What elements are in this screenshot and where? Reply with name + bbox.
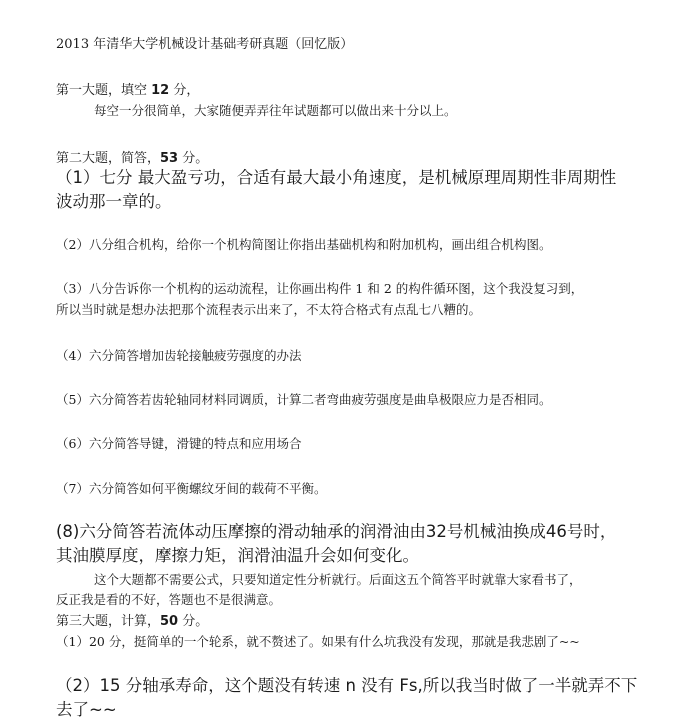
section-3-suffix: 分。 xyxy=(178,614,209,629)
section-3-prefix: 第三大题，计算， xyxy=(56,614,161,629)
section-1-heading xyxy=(56,79,199,98)
section-1-suffix: 分， xyxy=(169,83,200,98)
question-2: （2）八分组合机构，给你一个机构简图让你指出基础机构和附加机构，画出组合机构图。 xyxy=(56,237,552,252)
calc-1: （1）20 分，挺简单的一个轮系，就不赘述了。如果有什么坑我没有发现，那就是我悲剧了~~ xyxy=(56,634,580,649)
note-line-1: 这个大题都不需要公式，只要知道定性分析就行。后面这五个简答平时就靠大家看书了， xyxy=(94,572,582,587)
question-7: （7）六分简答如何平衡螺纹牙间的载荷不平衡。 xyxy=(56,481,327,496)
section-1-score: 12 xyxy=(151,83,170,98)
calc-2-line-1: （2）15 分轴承寿命，这个题没有转速 n 没有 Fs,所以我当时做了一半就弄不下 xyxy=(56,676,638,695)
calc-2-line-2: 去了~~ xyxy=(56,700,117,719)
question-3-line-2: 所以当时就是想办法把那个流程表示出来了，不太符合格式有点乱七八糟的。 xyxy=(56,302,482,317)
section-3-heading xyxy=(56,610,208,629)
question-4: （4）六分简答增加齿轮接触疲劳强度的办法 xyxy=(56,348,302,363)
question-3-line-1: （3）八分告诉你一个机构的运动流程，让你画出构件 1 和 2 的构件循环图，这个我没复习到， xyxy=(56,281,584,296)
doc-title: 2013 年清华大学机械设计基础考研真题（回忆版） xyxy=(56,37,354,52)
question-1-line-2: 波动那一章的。 xyxy=(56,192,172,211)
section-2-suffix: 分。 xyxy=(178,151,209,166)
question-5: （5）六分简答若齿轮轴同材料同调质，计算二者弯曲疲劳强度是曲阜极限应力是否相同。 xyxy=(56,392,552,407)
question-1-line-1: （1）七分 最大盈亏功，合适有最大最小角速度，是机械原理周期性非周期性 xyxy=(56,168,617,187)
section-1-note: 每空一分很简单，大家随便弄弄往年试题都可以做出来十分以上。 xyxy=(94,103,457,118)
question-8-line-1: (8)六分简答若流体动压摩擦的滑动轴承的润滑油由32号机械油换成46号时， xyxy=(56,522,617,541)
section-1-prefix: 第一大题，填空 xyxy=(56,83,152,98)
question-6: （6）六分简答导键，滑键的特点和应用场合 xyxy=(56,436,302,451)
section-2-score: 53 xyxy=(160,151,179,166)
question-8-line-2: 其油膜厚度，摩擦力矩，润滑油温升会如何变化。 xyxy=(56,546,419,565)
section-3-score: 50 xyxy=(160,614,179,629)
section-2-prefix: 第二大题，简答， xyxy=(56,151,161,166)
note-line-2: 反正我是看的不好，答题也不是很满意。 xyxy=(56,592,282,607)
